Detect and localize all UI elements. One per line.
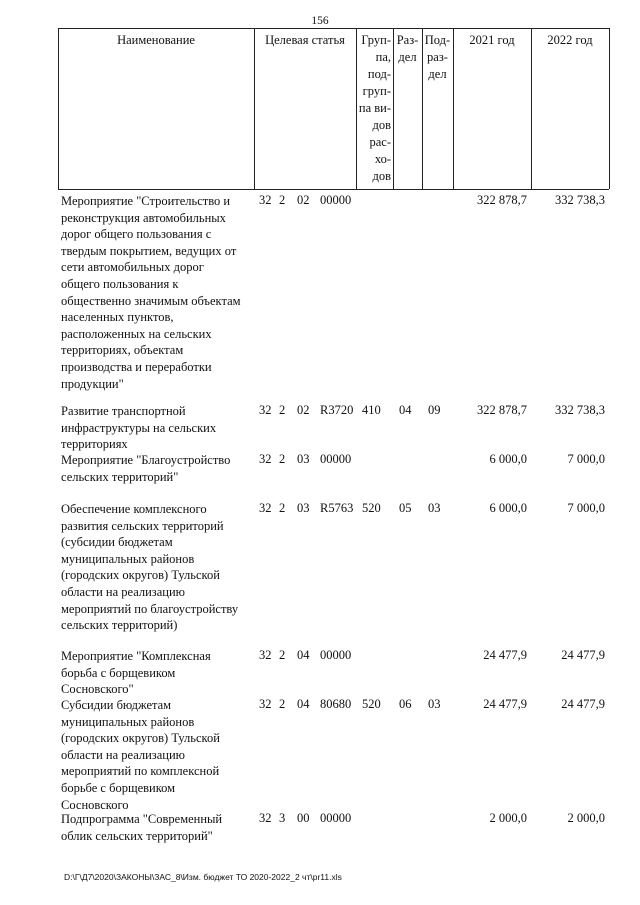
- row-name-line: сельских территорий): [61, 618, 178, 633]
- target-article-event: 03: [297, 452, 310, 466]
- group-line: Груп-: [361, 33, 391, 47]
- column-divider: [609, 28, 610, 189]
- value-2021: 24 477,9: [483, 697, 527, 711]
- value-2022: 2 000,0: [567, 811, 605, 825]
- group-line: па ви-: [358, 101, 391, 115]
- row-name-line: расположенных на сельских: [61, 326, 212, 341]
- value-2021: 322 878,7: [477, 193, 527, 207]
- group-line: груп-: [362, 84, 391, 98]
- row-name-line: твердым покрытием, ведущих от: [61, 243, 237, 258]
- row-name-line: (городских округов) Тульской: [61, 568, 220, 583]
- target-article-code: 00000: [320, 452, 352, 466]
- row-name: [61, 403, 253, 453]
- header-name: Наименование: [117, 33, 195, 47]
- row-name-line: Субсидии бюджетам: [61, 698, 172, 712]
- row-name: [61, 648, 253, 698]
- subsection-code: 09: [428, 403, 441, 417]
- group-line: под-: [367, 67, 391, 81]
- row-name-line: области на реализацию: [61, 584, 186, 599]
- row-name-line: общественно значимым объектам: [61, 293, 241, 308]
- row-name-line: реконструкция автомобильных: [61, 210, 226, 225]
- row-name-line: Мероприятие "Комплексная: [61, 649, 211, 663]
- target-article-subprogram: 2: [279, 452, 286, 466]
- row-name-line: общего пользования к: [61, 276, 179, 291]
- column-divider: [453, 28, 454, 189]
- row-name: [61, 811, 253, 844]
- row-name-line: продукции": [61, 376, 124, 391]
- target-article-event: 00: [297, 811, 310, 825]
- target-article-event: 04: [297, 648, 310, 662]
- header-subsection: [422, 32, 453, 83]
- group-code: 520: [362, 697, 381, 711]
- target-article-code: 00000: [320, 193, 352, 207]
- section-line: Раз-: [396, 33, 419, 47]
- value-2021: 2 000,0: [489, 811, 527, 825]
- row-name-line: сельских территорий": [61, 469, 179, 484]
- column-divider: [531, 28, 532, 189]
- header-target-article: Целевая статья: [265, 33, 345, 47]
- group-line: па,: [375, 50, 391, 64]
- target-article-code: 00000: [320, 648, 352, 662]
- section-line: дел: [398, 50, 417, 64]
- section-code: 05: [399, 501, 412, 515]
- page-number: 156: [311, 15, 329, 27]
- group-line: рас-: [369, 135, 391, 149]
- value-2022: 7 000,0: [567, 452, 605, 466]
- target-article-program: 32: [259, 648, 272, 662]
- row-name-line: сети автомобильных дорог: [61, 260, 204, 275]
- header-year-2022: 2022 год: [547, 33, 593, 47]
- subsection-line: Под-: [424, 33, 451, 47]
- value-2022: 332 738,3: [555, 403, 605, 417]
- row-name-line: (субсидии бюджетам: [61, 535, 173, 550]
- row-name-line: территориях, объектам: [61, 343, 184, 358]
- column-divider: [254, 28, 255, 189]
- header-group: [356, 32, 393, 185]
- target-article-program: 32: [259, 193, 272, 207]
- row-name-line: дорог общего пользования с: [61, 227, 212, 242]
- row-name-line: Развитие транспортной: [61, 404, 186, 418]
- subsection-line: дел: [428, 67, 447, 81]
- target-article-program: 32: [259, 452, 272, 466]
- row-name-line: муниципальных районов: [61, 551, 195, 566]
- target-article-event: 02: [297, 193, 310, 207]
- subsection-line: раз-: [427, 50, 448, 64]
- row-name-line: борьбе с борщевиком: [61, 780, 176, 795]
- row-name: [61, 697, 253, 813]
- header-year-2021: 2021 год: [469, 33, 515, 47]
- target-article-program: 32: [259, 501, 272, 515]
- target-article-subprogram: 2: [279, 403, 286, 417]
- row-name: [61, 193, 253, 392]
- value-2021: 6 000,0: [489, 452, 527, 466]
- target-article-code: R3720: [320, 403, 354, 417]
- row-name: [61, 501, 253, 634]
- value-2022: 24 477,9: [561, 697, 605, 711]
- group-line: дов: [372, 169, 391, 183]
- target-article-code: 00000: [320, 811, 352, 825]
- row-name-line: производства и переработки: [61, 359, 212, 374]
- row-name: [61, 452, 253, 485]
- row-name-line: развития сельских территорий: [61, 518, 224, 533]
- value-2021: 24 477,9: [483, 648, 527, 662]
- group-line: дов: [372, 118, 391, 132]
- row-name-line: муниципальных районов: [61, 714, 195, 729]
- group-line: хо-: [374, 152, 391, 166]
- row-name-line: Подпрограмма "Современный: [61, 812, 223, 826]
- footer-file-path: D:\Г\Д7\2020\ЗАКОНЫ\ЗАС_8\Изм. бюджет ТО 2020-2022_2 чт\pr11.xls: [64, 872, 342, 882]
- target-article-subprogram: 2: [279, 648, 286, 662]
- row-name-line: мероприятий по комплексной: [61, 764, 220, 779]
- target-article-code: 80680: [320, 697, 352, 711]
- row-name-line: Сосновского: [61, 797, 129, 812]
- target-article-program: 32: [259, 403, 272, 417]
- value-2022: 24 477,9: [561, 648, 605, 662]
- target-article-code: R5763: [320, 501, 354, 515]
- row-name-line: мероприятий по благоустройству: [61, 601, 239, 616]
- row-name-line: области на реализацию: [61, 747, 186, 762]
- value-2022: 332 738,3: [555, 193, 605, 207]
- value-2022: 7 000,0: [567, 501, 605, 515]
- target-article-subprogram: 2: [279, 697, 286, 711]
- target-article-subprogram: 2: [279, 193, 286, 207]
- subsection-code: 03: [428, 501, 441, 515]
- value-2021: 322 878,7: [477, 403, 527, 417]
- value-2021: 6 000,0: [489, 501, 527, 515]
- row-name-line: (городских округов) Тульской: [61, 731, 220, 746]
- row-name-line: инфраструктуры на сельских: [61, 420, 217, 435]
- row-name-line: облик сельских территорий": [61, 828, 213, 843]
- target-article-program: 32: [259, 697, 272, 711]
- row-name-line: населенных пунктов,: [61, 310, 174, 325]
- target-article-program: 32: [259, 811, 272, 825]
- group-code: 520: [362, 501, 381, 515]
- column-divider: [58, 28, 59, 189]
- row-name-line: Сосновского": [61, 682, 134, 697]
- row-name-line: Мероприятие "Благоустройство: [61, 453, 231, 467]
- header-section: [393, 32, 422, 66]
- group-code: 410: [362, 403, 381, 417]
- section-code: 04: [399, 403, 412, 417]
- row-name-line: борьба с борщевиком: [61, 665, 176, 680]
- target-article-event: 02: [297, 403, 310, 417]
- subsection-code: 03: [428, 697, 441, 711]
- row-name-line: Обеспечение комплексного: [61, 502, 207, 516]
- row-name-line: территориях: [61, 437, 128, 452]
- row-name-line: Мероприятие "Строительство и: [61, 194, 231, 208]
- target-article-event: 04: [297, 697, 310, 711]
- section-code: 06: [399, 697, 412, 711]
- table-header: [58, 28, 609, 190]
- target-article-subprogram: 2: [279, 501, 286, 515]
- target-article-subprogram: 3: [279, 811, 286, 825]
- target-article-event: 03: [297, 501, 310, 515]
